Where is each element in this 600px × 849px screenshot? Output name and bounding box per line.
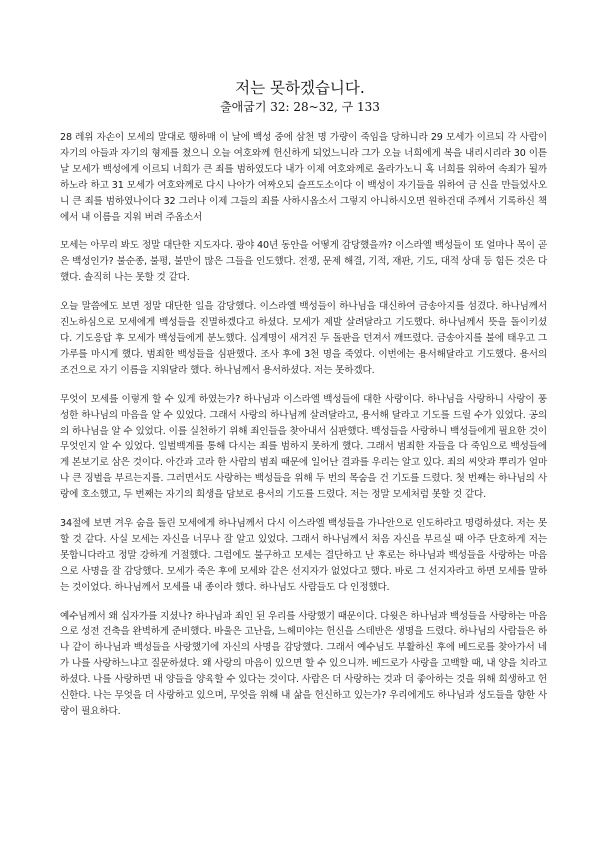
body-paragraph: 34절에 보면 겨우 숨을 돌린 모세에게 하나님께서 다시 이스라엘 백성들을 가나안으로 인도하라고 명령하셨다. 저는 못할 것 같다. 사실 모세는 자신을 너무나 잘 알고 있었다. 그래서 하나님께서 처음 자신을 부르실 때 아주 단호하게 저는 못합니다라고 정말 강하게 거절했다. 그럼에도 불구하고 모세는 결단하고 난 후로는 하나님과 백성들을 사랑하는 마음으로 사명을 잘 감당했다. 모세가 죽은 후에 모세와 같은 선지자가 없었다고 했다. 바로 그 선지자라고 하면 모세를 말하는 것이었다. 하나님께서 모세를 내 종이라 했다. 하나님도 사람들도 다 인정했다. (60, 518, 547, 593)
document-title: 저는 못하겠습니다. (235, 79, 365, 97)
body-paragraph: 무엇이 모세를 이렇게 할 수 있게 하였는가? 하나님과 이스라엘 백성들에 대한 사랑이다. 하나님을 사랑하니 사랑이 풍성한 하나님의 마음을 알 수 있었다. 그래서 사랑의 하나님께 살려달라고, 용서해 달라고 기도를 드릴 수가 있었다. 공의의 하나님을 알 수 있었다. 이를 실천하기 위해 죄인들을 찾아내서 심판했다. 백성들을 사랑하니 백성들에게 필요한 것이 무엇인지 알 수 있었다. 일벌백계를 통해 다시는 죄를 범하지 못하게 했다. 그래서 범죄한 자들을 다 죽임으로 백성들에게 본보기로 삼은 것이다. 아간과 고라 한 사람의 범죄 때문에 일어난 결과를 우리는 알고 있다. 죄의 씨앗과 뿌리가 얼마나 큰 징벌을 부르는지를. 그러면서도 사랑하는 백성들을 위해 두 번의 목숨을 건 기도를 드렸다. 첫 번째는 하나님의 사랑에 호소했고, 두 번째는 자기의 희생을 담보로 용서의 기도를 드렸다. 저는 정말 모세처럼 못할 것 같다. (60, 393, 547, 501)
scripture-reference: 출애굽기 32: 28~32, 구 133 (220, 100, 380, 114)
body-paragraph: 예수님께서 왜 십자가를 지셨나? 하나님과 죄인 된 우리를 사랑했기 때문이다. 다윗은 하나님과 백성들을 사랑하는 마음으로 성전 건축을 완벽하게 준비했다. 바울은 고난을, 느헤미야는 헌신을 스데반은 생명을 드렸다. 하나님의 사람들은 하나 같이 하나님과 백성들을 사랑했기에 자신의 사명을 감당했다. 그래서 예수님도 부활하신 후에 베드로를 찾아가서 네가 나를 사랑하느냐고 질문하셨다. 왜 사랑의 마음이 있으면 할 수 있으니까. 베드로가 사랑을 고백할 때, 내 양을 치라고 하셨다. 나를 사랑하면 내 양들을 양육할 수 있다는 것이다. 사람은 더 사랑하는 것과 더 좋아하는 것을 위해 희생하고 헌신한다. 나는 무엇을 더 사랑하고 있으며, 무엇을 위해 내 삶을 헌신하고 있는가? 우리에게도 하나님과 성도들을 향한 사랑이 필요하다. (60, 610, 547, 717)
body-paragraph: 오늘 말씀에도 보면 정말 대단한 일을 감당했다. 이스라엘 백성들이 하나님을 대신하여 금송아지를 섬겼다. 하나님께서 진노하심으로 모세에게 백성들을 진멸하겠다고 하셨다. 모세가 제발 살려달라고 기도했다. 하나님께서 뜻을 돌이키셨다. 기도응답 후 모세가 백성들에게 분노했다. 십계명이 새겨진 두 돌판을 던져서 깨뜨렸다. 금송아지를 불에 태우고 그 가루를 마시게 했다. 범죄한 백성들을 심판했다. 조사 후에 3천 명을 죽였다. 이번에는 용서해달라고 기도했다. 용서의 조건으로 자기 이름을 지워달라 했다. 하나님께서 용서하셨다. 저는 못하겠다. (60, 301, 547, 376)
body-paragraph: 모세는 아무리 봐도 정말 대단한 지도자다. 광야 40년 동안을 어떻게 감당했을까? 이스라엘 백성들이 또 얼마나 목이 곧은 백성인가? 불순종, 불평, 불만이 많은 그들을 인도했다. 전쟁, 문제 해결, 기적, 재판, 기도, 대적 상대 등 힘든 것은 다 했다. 솔직히 나는 못할 것 같다. (60, 240, 547, 284)
scripture-paragraph: 28 레위 자손이 모세의 말대로 행하매 이 날에 백성 중에 삼천 명 가량이 죽임을 당하니라 29 모세가 이르되 각 사람이 자기의 아들과 자기의 형제를 쳤으니 오늘 여호와께 헌신하게 되었느니라 그가 오늘 너희에게 복을 내리시리라 30 이튿날 모세가 백성에게 이르되 너희가 큰 죄를 범하였도다 내가 이제 여호와께로 올라가노니 혹 너희를 위하여 속죄가 될까 하노라 하고 31 모세가 여호와께로 다시 나아가 여짜오되 슬프도소이다 이 백성이 자기들을 위하여 금 신을 만들었사오니 큰 죄를 범하였나이다 32 그러나 이제 그들의 죄를 사하시옵소서 그렇지 아니하시오면 원하건대 주께서 기록하신 책에서 내 이름을 지워 버려 주옵소서 (60, 132, 547, 223)
document-body (60, 130, 547, 733)
